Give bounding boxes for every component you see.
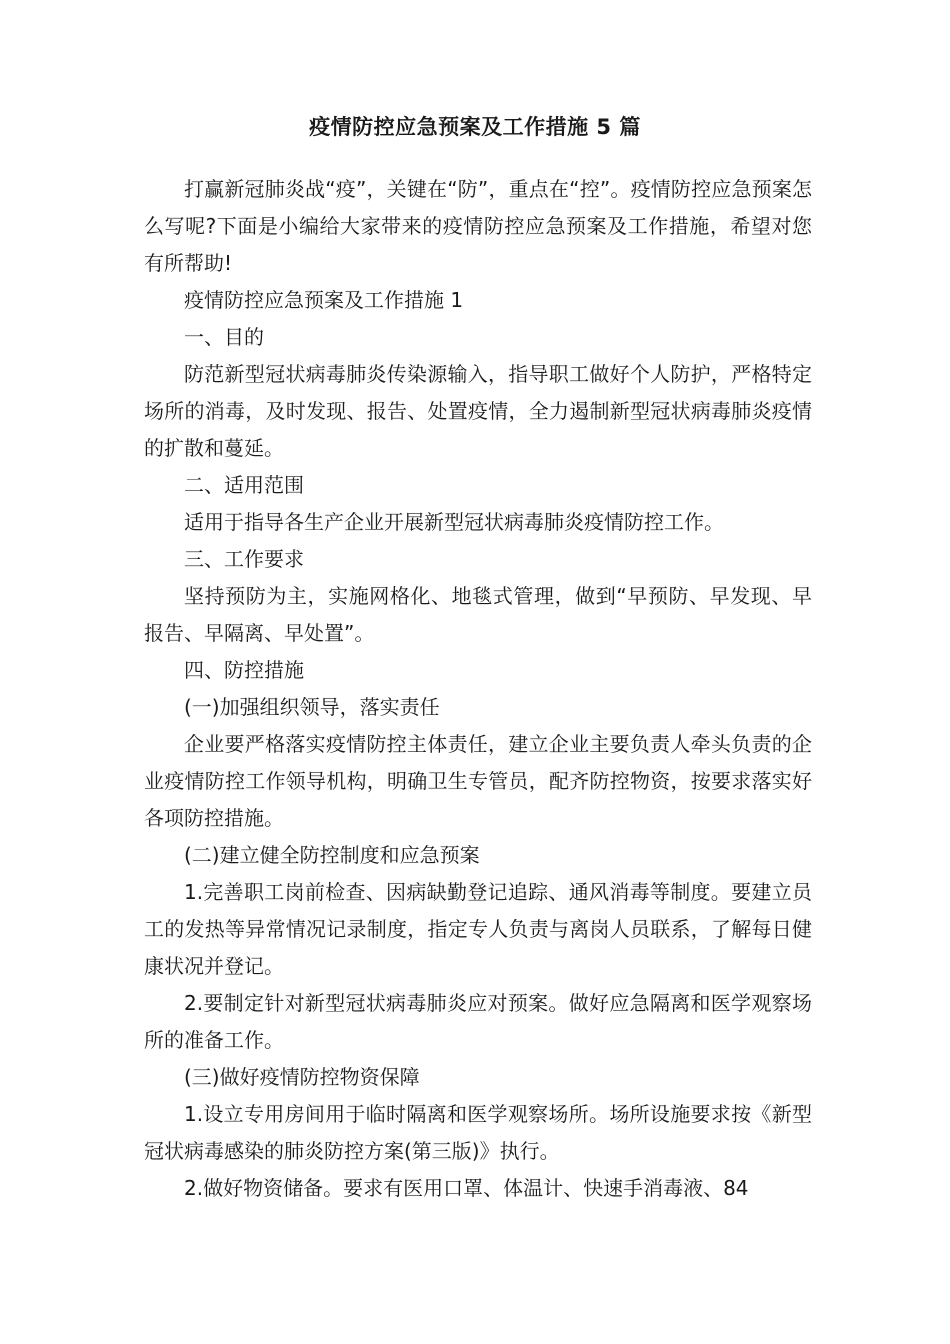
paragraph-leadership: 企业要严格落实疫情防控主体责任，建立企业主要负责人牵头负责的企业疫情防控工作领导机构，明确卫生专管员，配齐防控物资，按要求落实好各项防控措施。 [144,732,812,830]
subheading-leadership: (一)加强组织领导，落实责任 [184,695,440,719]
heading-purpose: 一、目的 [184,325,264,349]
paragraph-supplies-1: 1.设立专用房间用于临时隔离和医学观察场所。场所设施要求按《新型冠状病毒感染的肺炎防控方案(第三版)》执行。 [144,1102,812,1163]
heading-requirements: 三、工作要求 [184,547,304,571]
heading-scope: 二、适用范围 [184,473,304,497]
heading-measures: 四、防控措施 [184,658,304,682]
paragraph-purpose: 防范新型冠状病毒肺炎传染源输入，指导职工做好个人防护，严格特定场所的消毒，及时发现、报告、处置疫情，全力遏制新型冠状病毒肺炎疫情的扩散和蔓延。 [144,362,812,460]
document-body [144,171,812,1207]
intro-paragraph: 打赢新冠肺炎战“疫”，关键在“防”，重点在“控”。疫情防控应急预案怎么写呢?下面是小编给大家带来的疫情防控应急预案及工作措施，希望对您有所帮助! [144,177,812,275]
paragraph-systems-1: 1.完善职工岗前检查、因病缺勤登记追踪、通风消毒等制度。要建立员工的发热等异常情况记录制度，指定专人负责与离岗人员联系，了解每日健康状况并登记。 [144,880,812,978]
subheading-systems: (二)建立健全防控制度和应急预案 [184,843,480,867]
paragraph-scope: 适用于指导各生产企业开展新型冠状病毒肺炎疫情防控工作。 [184,510,724,534]
paragraph-systems-2: 2.要制定针对新型冠状病毒肺炎应对预案。做好应急隔离和医学观察场所的准备工作。 [144,991,812,1052]
paragraph-supplies-2: 2.做好物资储备。要求有医用口罩、体温计、快速手消毒液、84 [184,1176,749,1200]
document-title: 疫情防控应急预案及工作措施 5 篇 [309,115,641,139]
paragraph-requirements: 坚持预防为主，实施网格化、地毯式管理，做到“早预防、早发现、早报告、早隔离、早处置”。 [144,584,812,645]
subheading-supplies: (三)做好疫情防控物资保障 [184,1065,420,1089]
section-title-plan-1: 疫情防控应急预案及工作措施 1 [184,288,464,312]
